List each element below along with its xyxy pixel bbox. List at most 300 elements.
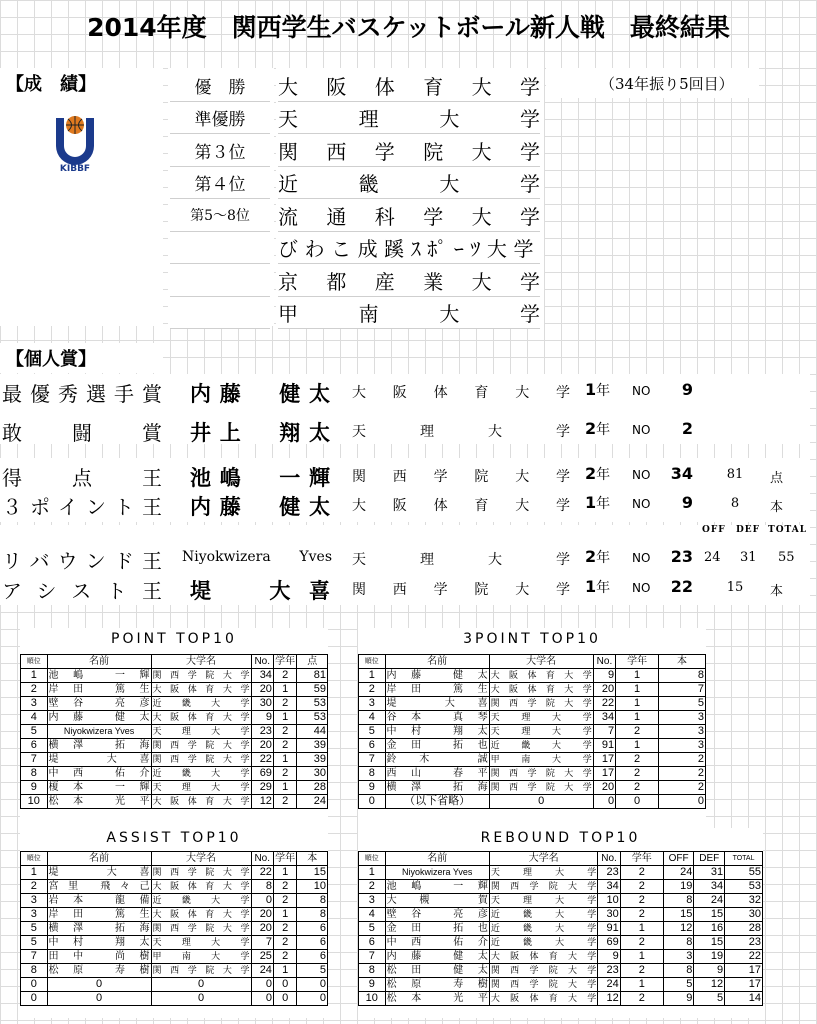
table-cell: 7	[659, 683, 706, 697]
table-cell: 20	[593, 781, 615, 795]
table-row	[21, 753, 328, 767]
table-cell: 9	[251, 711, 273, 725]
award-total-value: 55	[778, 550, 795, 565]
table-cell: 堤 大喜	[48, 754, 150, 765]
table-cell: 2	[620, 908, 663, 922]
table-cell: 大阪体育大学	[489, 950, 597, 964]
table-row	[21, 781, 328, 795]
table-cell: 横澤 拓海	[48, 740, 150, 751]
award-stat-value: 81	[726, 467, 744, 482]
table-row	[21, 795, 328, 809]
award-winner-name: 井上 翔太	[190, 420, 330, 445]
table-cell: 1	[273, 866, 296, 880]
award-year-suffix: 年	[596, 467, 611, 483]
table-cell: 8	[21, 964, 48, 978]
table-cell: 2	[273, 950, 296, 964]
column-header: 本	[297, 852, 328, 866]
table-cell: 2	[273, 795, 296, 809]
table-cell: 天理大学	[151, 781, 251, 795]
table-cell: 53	[297, 711, 328, 725]
award-year	[585, 464, 610, 484]
table-cell: 20	[251, 739, 273, 753]
table-cell: 22	[251, 753, 273, 767]
table-cell: 8	[21, 767, 48, 781]
table-cell: 10	[359, 992, 386, 1006]
table-row	[359, 725, 706, 739]
result-university	[278, 298, 540, 330]
table-cell: 0	[297, 978, 328, 992]
table-cell: 28	[297, 781, 328, 795]
table-cell: Niyokwizera Yves	[385, 866, 489, 880]
award-year-suffix: 年	[596, 422, 611, 438]
table-cell: 0	[489, 795, 593, 809]
table-cell: 5	[21, 922, 48, 936]
table-cell: 内藤 健太	[386, 670, 488, 681]
column-header: 順位	[359, 852, 386, 866]
table-row	[359, 711, 706, 725]
table-cell: 3	[21, 697, 48, 711]
table-cell: 8	[251, 880, 273, 894]
table-cell: 2	[620, 936, 663, 950]
table-cell: 1	[620, 922, 663, 936]
table-cell: 岸田 篤生	[386, 684, 488, 695]
table-cell: 松本 光平	[48, 796, 150, 807]
result-university-label: 近畿大学	[278, 172, 540, 197]
table-cell: 2	[273, 669, 296, 683]
table-row	[359, 992, 763, 1006]
table-cell: 内藤 健太	[48, 712, 150, 723]
table-cell: 8	[359, 964, 386, 978]
award-university: 関西学院大学	[352, 469, 570, 485]
table-cell: 1	[620, 950, 663, 964]
logo-text: KIBBF	[59, 164, 91, 174]
award-stat-unit: 点	[770, 471, 784, 486]
table-row	[21, 669, 328, 683]
table-cell: 24	[694, 894, 725, 908]
table-cell: 0	[251, 978, 273, 992]
table-cell: 3	[659, 725, 706, 739]
result-university	[278, 70, 540, 102]
result-university	[278, 233, 540, 265]
rebound-header-off: OFF	[702, 525, 726, 535]
table-row	[21, 880, 328, 894]
award-title: 得点王	[2, 466, 162, 490]
table-cell: 岩本 龍備	[48, 895, 150, 906]
result-rank: 準優勝	[170, 103, 270, 135]
table-cell: 20	[251, 683, 273, 697]
table-cell: 69	[251, 767, 273, 781]
table-cell: 0	[47, 992, 151, 1006]
table-cell: 9	[663, 992, 694, 1006]
table-cell: 23	[598, 866, 621, 880]
table-cell: 0	[659, 795, 706, 809]
result-rank: 第３位	[170, 135, 270, 167]
table-cell: 堤 大喜	[48, 867, 150, 878]
table-cell: 30	[251, 697, 273, 711]
table-cell: 53	[297, 697, 328, 711]
column-header: 学年	[275, 853, 296, 864]
table-cell: 6	[297, 936, 328, 950]
table-row	[21, 992, 328, 1006]
table-cell: 19	[694, 950, 725, 964]
table-row	[21, 711, 328, 725]
table-row	[21, 683, 328, 697]
award-winner-name: 内藤 健太	[190, 494, 330, 519]
table-cell: 5	[359, 725, 386, 739]
table-cell: 2	[21, 880, 48, 894]
table-row	[359, 795, 706, 809]
table-row	[21, 978, 328, 992]
table-cell: 29	[251, 781, 273, 795]
table-cell: 1	[620, 978, 663, 992]
table-cell: 2	[273, 725, 296, 739]
table-cell: 7	[21, 753, 48, 767]
award-university: 大阪体育大学	[352, 498, 570, 514]
table-cell: 堤 大喜	[386, 698, 488, 709]
three-table	[358, 654, 706, 809]
table-cell: 32	[725, 894, 763, 908]
table-row	[21, 697, 328, 711]
table-cell: 5	[297, 964, 328, 978]
table-cell: 12	[663, 922, 694, 936]
table-cell: 0	[21, 992, 48, 1006]
award-stat-value: 8	[730, 496, 740, 511]
table-cell: 5	[359, 922, 386, 936]
table-cell: 24	[663, 866, 694, 880]
table-cell: 30	[297, 767, 328, 781]
award-year-value: 1	[585, 577, 597, 596]
table-header-row	[21, 852, 328, 866]
award-year-suffix: 年	[596, 496, 611, 512]
table-cell: 金田 拓也	[386, 740, 488, 751]
table-cell: 関西学院大学	[151, 964, 251, 978]
table-cell: 4	[359, 711, 386, 725]
table-row	[359, 739, 706, 753]
column-header: 本	[659, 655, 706, 669]
rebound-table	[358, 851, 763, 1006]
column-header: No.	[251, 655, 273, 669]
table-cell: 岸田 篤生	[48, 909, 150, 920]
table-cell: 2	[273, 922, 296, 936]
table-cell: 31	[694, 866, 725, 880]
table-row	[21, 922, 328, 936]
award-title: ３ポイント王	[2, 495, 162, 519]
table-cell: 近畿大学	[489, 739, 593, 753]
award-title: 敢闘賞	[2, 421, 162, 445]
table-cell: 30	[598, 908, 621, 922]
table-cell: 2	[616, 725, 659, 739]
table-cell: 0	[251, 992, 273, 1006]
table-cell: 近畿大学	[489, 908, 597, 922]
table-cell: 1	[359, 866, 386, 880]
table-row	[359, 753, 706, 767]
table-cell: 6	[297, 950, 328, 964]
table-cell: 松本 光平	[386, 993, 488, 1004]
table-cell: 関西学院大学	[489, 781, 593, 795]
table-cell: 天理大学	[489, 711, 593, 725]
table-cell: 9	[694, 964, 725, 978]
column-header: 学年	[616, 655, 659, 669]
table-cell: 池嶋 一輝	[48, 670, 150, 681]
table-cell: 4	[359, 908, 386, 922]
awards-header: 【個人賞】	[6, 349, 96, 370]
result-university	[278, 168, 540, 200]
table-cell: 7	[359, 950, 386, 964]
column-header: 名前	[385, 852, 489, 866]
table-cell: 2	[273, 697, 296, 711]
table-cell: 34	[598, 880, 621, 894]
result-university-label: 流通科学大学	[278, 204, 540, 229]
award-university: 関西学院大学	[352, 582, 570, 598]
table-cell: 1	[21, 669, 48, 683]
table-cell: 4	[21, 711, 48, 725]
result-university-label: 甲南大学	[278, 302, 540, 327]
table-cell: 横澤 拓海	[386, 782, 488, 793]
point-table	[20, 654, 328, 809]
table-cell: 24	[598, 978, 621, 992]
award-no-label: NO	[632, 551, 651, 565]
table-cell: 松原 寿樹	[48, 965, 150, 976]
table-row	[21, 908, 328, 922]
table-row	[359, 894, 763, 908]
result-university-label: 京都産業大学	[278, 269, 540, 294]
award-year-suffix: 年	[596, 550, 611, 566]
award-jersey-number: 9	[681, 380, 693, 399]
table-row	[359, 669, 706, 683]
result-university	[278, 103, 540, 135]
table-cell: 0	[151, 992, 251, 1006]
table-cell: 1	[273, 711, 296, 725]
table-cell: 金田 拓也	[386, 923, 488, 934]
table-cell: 0	[273, 978, 296, 992]
table-cell: 大阪体育大学	[489, 683, 593, 697]
table-row	[21, 739, 328, 753]
table-cell: 天理大学	[151, 936, 251, 950]
table-cell: 2	[620, 964, 663, 978]
table-cell: 大阪体育大学	[489, 992, 597, 1006]
table-cell: 1	[616, 697, 659, 711]
table-cell: 39	[297, 753, 328, 767]
table-cell: 8	[359, 767, 386, 781]
award-year-value: 1	[585, 493, 597, 512]
table-row	[359, 908, 763, 922]
table-cell: 中西 佑介	[48, 768, 150, 779]
table-cell: 25	[251, 950, 273, 964]
award-year-value: 2	[585, 547, 597, 566]
result-university-label: 大阪体育大学	[278, 74, 540, 99]
table-cell: 15	[694, 936, 725, 950]
table-cell: 関西学院大学	[151, 739, 251, 753]
award-university: 大阪体育大学	[352, 385, 570, 401]
table-cell: 松原 寿樹	[386, 979, 488, 990]
table-cell: 1	[616, 669, 659, 683]
assist-table	[20, 851, 328, 1006]
table-cell: 30	[725, 908, 763, 922]
table-cell: 5	[21, 936, 48, 950]
table-cell: 23	[725, 936, 763, 950]
page-title: 2014年度 関西学生バスケットボール新人戦 最終結果	[87, 13, 730, 42]
column-header: 学年	[275, 656, 296, 667]
table-cell: 8	[663, 894, 694, 908]
table-cell: 81	[297, 669, 328, 683]
table-cell: 谷本 真琴	[386, 712, 488, 723]
table-cell: 近畿大学	[151, 767, 251, 781]
table-cell: 7	[21, 950, 48, 964]
table-cell: 22	[251, 866, 273, 880]
result-rank	[170, 298, 270, 330]
column-header: 大学名	[489, 655, 593, 669]
table-cell: 1	[359, 669, 386, 683]
column-header: 点	[297, 655, 328, 669]
table-cell: 松田 健太	[386, 965, 488, 976]
award-year-suffix: 年	[596, 580, 611, 596]
result-rank: 第5～8位	[170, 200, 270, 232]
award-off-value: 24	[704, 550, 721, 565]
award-title: リバウンド王	[2, 549, 162, 573]
table-cell: 15	[663, 908, 694, 922]
result-university-label: 関西学院大学	[278, 139, 540, 164]
column-header: 名前	[47, 655, 151, 669]
table-cell: 17	[593, 753, 615, 767]
table-cell: 1	[273, 753, 296, 767]
table-row	[359, 697, 706, 711]
table-cell: 24	[297, 795, 328, 809]
table-cell: 55	[725, 866, 763, 880]
award-jersey-number: 9	[681, 493, 693, 512]
table-cell: 12	[598, 992, 621, 1006]
result-university	[278, 265, 540, 297]
table-cell: 0	[251, 894, 273, 908]
table-row	[359, 978, 763, 992]
award-winner-name: Niyokwizera Yves	[182, 549, 332, 565]
award-no-label: NO	[632, 497, 651, 511]
table-cell: 2	[273, 767, 296, 781]
award-winner-name: 池嶋 一輝	[190, 465, 330, 490]
table-cell: 10	[297, 880, 328, 894]
table-cell: 2	[273, 894, 296, 908]
three-table-title: 3POINT TOP10	[463, 631, 601, 647]
table-cell: 91	[593, 739, 615, 753]
table-cell: 壁谷 亮彦	[48, 698, 150, 709]
table-cell: 1	[273, 964, 296, 978]
table-cell: 0	[47, 978, 151, 992]
table-cell: 榎本 一輝	[48, 782, 150, 793]
table-cell: 9	[593, 669, 615, 683]
award-jersey-number: 2	[681, 419, 693, 438]
table-row	[359, 922, 763, 936]
table-cell: 3	[659, 711, 706, 725]
table-cell: 10	[21, 795, 48, 809]
point-table-title: POINT TOP10	[111, 631, 237, 647]
column-header: 順位	[21, 655, 48, 669]
table-cell: 3	[663, 950, 694, 964]
table-cell: 近畿大学	[151, 697, 251, 711]
result-university-label: 天理大学	[278, 107, 540, 132]
results-header: 【成 績】	[6, 74, 96, 95]
table-cell: 2	[620, 992, 663, 1006]
table-cell: 0	[297, 992, 328, 1006]
table-cell: 5	[694, 992, 725, 1006]
table-cell: 22	[725, 950, 763, 964]
table-row	[21, 894, 328, 908]
table-cell: 田中 尚樹	[48, 951, 150, 962]
table-cell: 8	[297, 908, 328, 922]
column-header: 大学名	[151, 852, 251, 866]
table-cell: 17	[725, 978, 763, 992]
table-cell: 大阪体育大学	[151, 795, 251, 809]
table-cell: 1	[616, 711, 659, 725]
table-cell: 3	[21, 894, 48, 908]
table-cell: 14	[725, 992, 763, 1006]
table-cell: 0	[151, 978, 251, 992]
table-row	[359, 880, 763, 894]
table-cell: 関西学院大学	[151, 669, 251, 683]
championship-note: （34年振り5回目）	[600, 75, 734, 93]
table-cell: 9	[21, 781, 48, 795]
award-winner-name: 内藤 健太	[190, 381, 330, 406]
award-jersey-number: 34	[670, 464, 693, 483]
column-header: TOTAL	[725, 852, 763, 866]
table-cell: 1	[273, 683, 296, 697]
table-cell: 大阪体育大学	[151, 908, 251, 922]
table-cell: 15	[297, 866, 328, 880]
table-cell: 天理大学	[489, 866, 597, 880]
table-cell: 2	[21, 683, 48, 697]
table-cell: 34	[593, 711, 615, 725]
column-header: OFF	[663, 852, 694, 866]
table-cell: 59	[297, 683, 328, 697]
table-cell: 関西学院大学	[489, 978, 597, 992]
table-cell: 大阪体育大学	[151, 711, 251, 725]
table-cell: 3	[21, 908, 48, 922]
table-cell: 近畿大学	[489, 936, 597, 950]
table-cell: 1	[273, 781, 296, 795]
table-cell: 0	[359, 795, 386, 809]
award-no-label: NO	[632, 468, 651, 482]
table-cell: 7	[359, 753, 386, 767]
award-no-label: NO	[632, 384, 651, 398]
table-cell: 関西学院大学	[489, 880, 597, 894]
table-cell: 2	[659, 767, 706, 781]
table-cell: 天理大学	[151, 725, 251, 739]
table-cell: 関西学院大学	[489, 767, 593, 781]
table-cell: 16	[694, 922, 725, 936]
award-university: 天理大学	[352, 552, 570, 568]
table-cell: 内藤 健太	[386, 951, 488, 962]
result-university-label: びわこ成蹊ｽﾎﾟｰﾂ大学	[278, 237, 540, 262]
table-cell: 15	[694, 908, 725, 922]
table-cell: 17	[725, 964, 763, 978]
table-cell: 2	[620, 866, 663, 880]
column-header: 順位	[21, 852, 48, 866]
table-cell: 関西学院大学	[489, 964, 597, 978]
table-cell: 2	[616, 781, 659, 795]
table-cell: 5	[663, 978, 694, 992]
table-cell: 甲南大学	[489, 753, 593, 767]
table-cell: 3	[359, 894, 386, 908]
table-cell: 2	[273, 936, 296, 950]
table-cell: 大阪体育大学	[151, 683, 251, 697]
award-year-value: 2	[585, 464, 597, 483]
table-cell: 69	[598, 936, 621, 950]
table-row	[21, 964, 328, 978]
table-row	[21, 767, 328, 781]
table-cell: 6	[21, 739, 48, 753]
table-cell: 0	[593, 795, 615, 809]
table-cell: 西山 春平	[386, 768, 488, 779]
table-row	[21, 866, 328, 880]
table-cell: 0	[273, 992, 296, 1006]
